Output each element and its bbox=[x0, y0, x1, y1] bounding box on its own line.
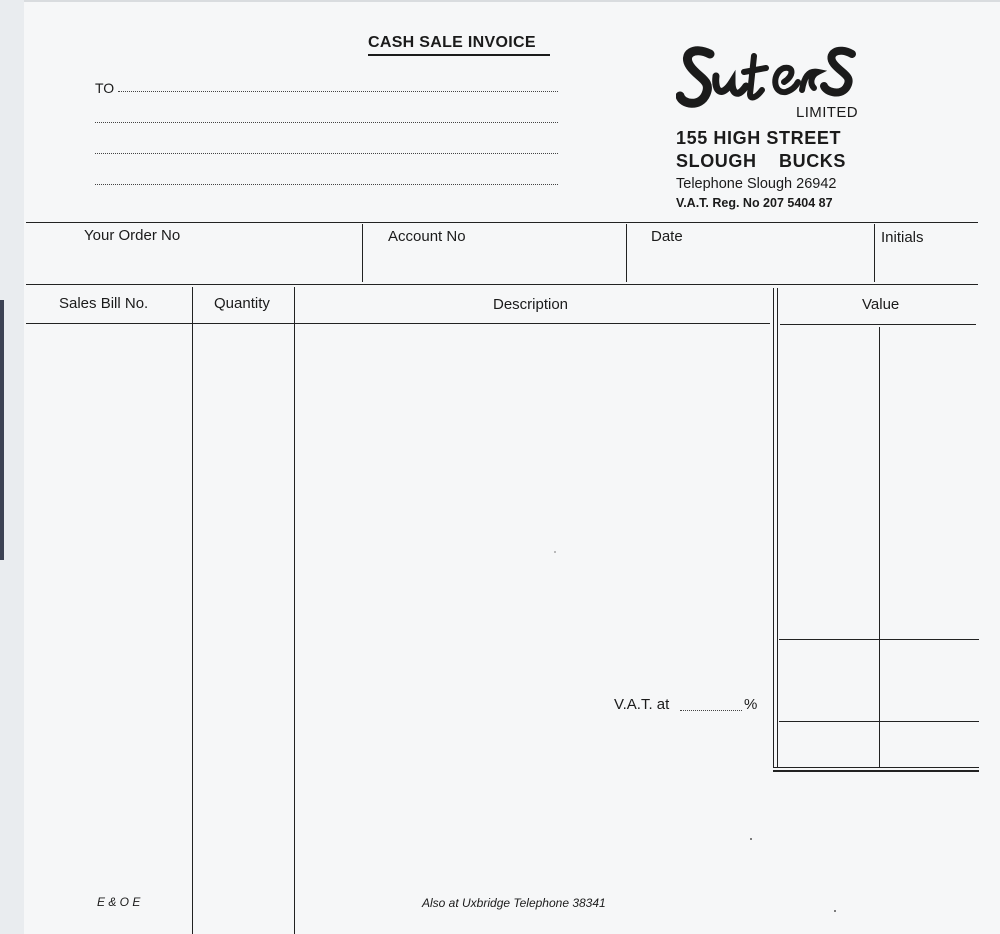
table-header-bottom-right bbox=[780, 324, 976, 325]
column-header-value: Value bbox=[862, 296, 900, 313]
header-box-bottom bbox=[26, 284, 978, 285]
company-address-town: SLOUGH BUCKS bbox=[676, 151, 847, 171]
company-vat-reg: V.A.T. Reg. No 207 5404 87 bbox=[676, 196, 833, 210]
branch-note: Also at Uxbridge Telephone 38341 bbox=[422, 896, 606, 910]
header-box-top bbox=[26, 222, 978, 223]
invoice-title: CASH SALE INVOICE bbox=[368, 34, 536, 51]
paper-top-edge bbox=[0, 0, 1000, 2]
company-telephone: Telephone Slough 26942 bbox=[676, 176, 837, 192]
to-line-1[interactable] bbox=[118, 91, 558, 92]
percent-sign: % bbox=[744, 696, 758, 713]
title-underline bbox=[368, 54, 550, 56]
header-divider-1 bbox=[362, 224, 363, 282]
value-column-left-inner bbox=[777, 288, 778, 768]
column-divider-2 bbox=[294, 287, 295, 934]
value-pence-divider bbox=[879, 327, 880, 767]
to-label: TO bbox=[95, 80, 115, 96]
to-line-3[interactable] bbox=[95, 153, 558, 154]
header-divider-3 bbox=[874, 224, 875, 282]
value-total-rule-2 bbox=[773, 770, 979, 772]
eoe-note: E & O E bbox=[97, 895, 141, 909]
paper-speck bbox=[750, 838, 752, 840]
vat-rate-line[interactable] bbox=[680, 710, 742, 711]
company-address-street: 155 HIGH STREET bbox=[676, 128, 842, 148]
to-line-2[interactable] bbox=[95, 122, 558, 123]
value-vat-line bbox=[779, 721, 979, 722]
column-header-description: Description bbox=[493, 296, 569, 313]
company-limited: LIMITED bbox=[796, 104, 858, 121]
table-header-bottom-left bbox=[26, 323, 770, 324]
column-header-quantity: Quantity bbox=[214, 295, 270, 312]
value-column-left-outer bbox=[773, 288, 774, 768]
account-no-field[interactable]: Account No bbox=[388, 228, 466, 245]
header-divider-2 bbox=[626, 224, 627, 282]
paper-speck bbox=[554, 551, 556, 553]
initials-field[interactable]: Initials bbox=[881, 229, 924, 246]
your-order-no-field[interactable]: Your Order No bbox=[84, 227, 181, 244]
paper-speck bbox=[834, 910, 836, 912]
to-line-4[interactable] bbox=[95, 184, 558, 185]
date-field[interactable]: Date bbox=[651, 228, 683, 245]
column-header-sales-bill-no: Sales Bill No. bbox=[59, 295, 149, 312]
value-total-rule-1 bbox=[773, 767, 979, 768]
value-subtotal-line bbox=[779, 639, 979, 640]
column-divider-1 bbox=[192, 287, 193, 934]
paper-left-edge bbox=[0, 0, 24, 934]
vat-at-label: V.A.T. at bbox=[614, 696, 670, 713]
